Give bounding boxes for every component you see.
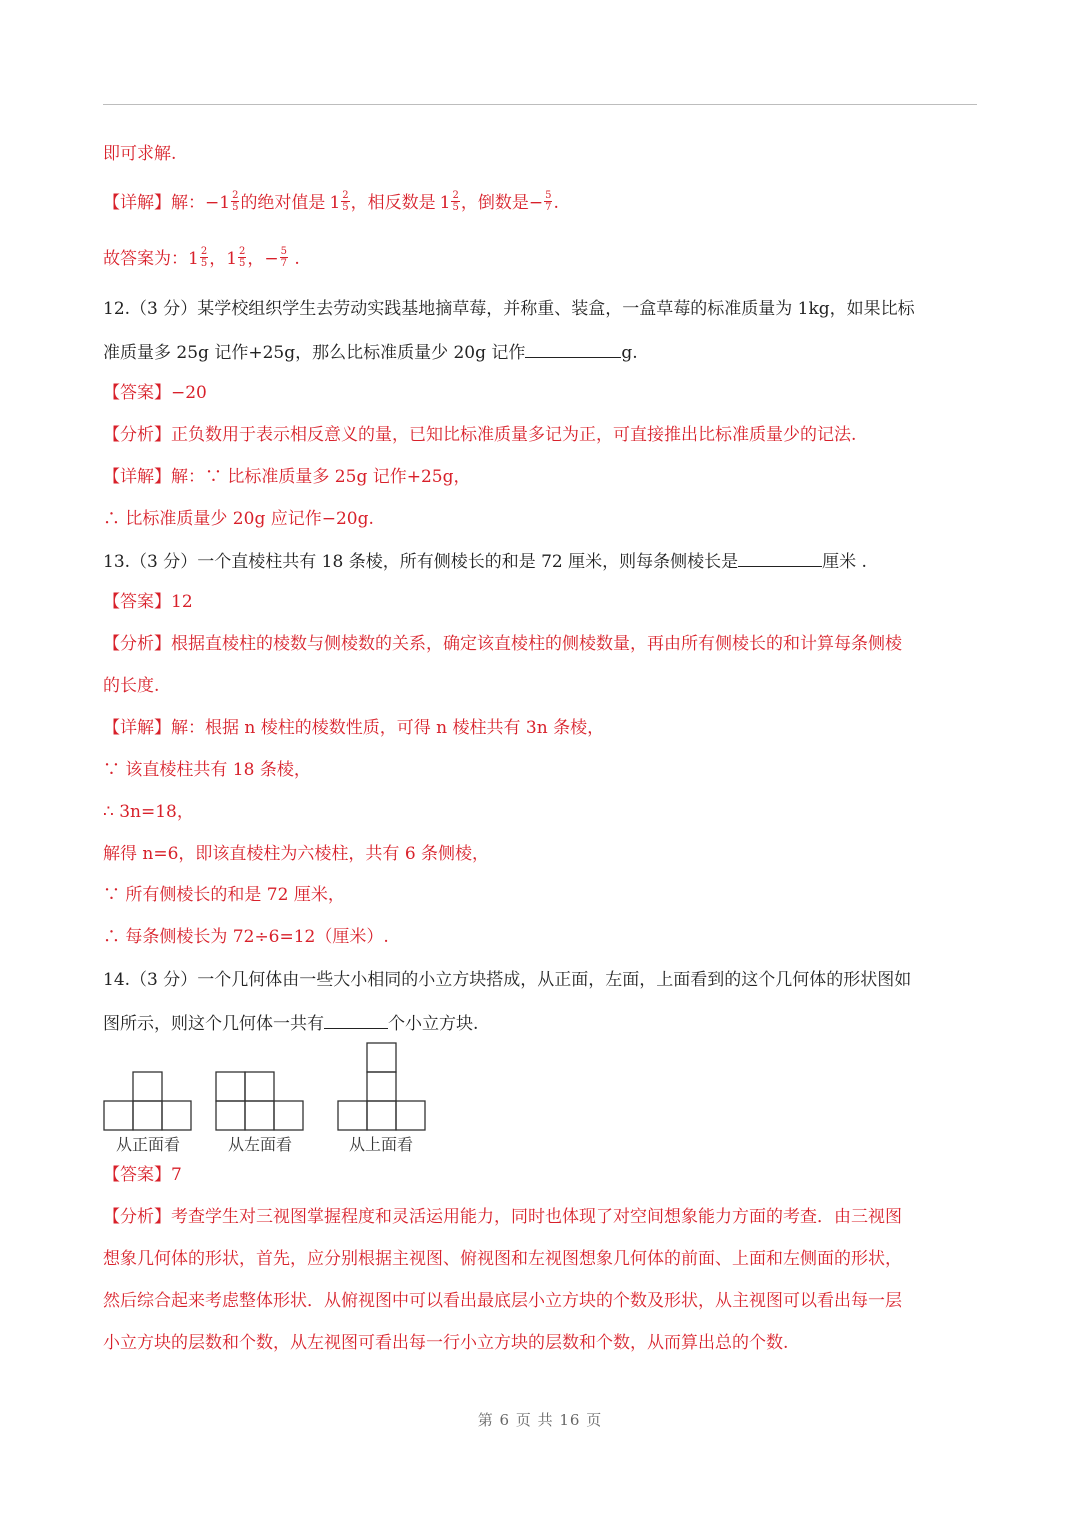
frac-num: 2 xyxy=(239,246,246,257)
q14-analysis-line1: 【分析】考查学生对三视图掌握程度和灵活运用能力，同时也体现了对空间想象能力方面的考查．由三视图 xyxy=(103,1207,902,1227)
frac-num: 2 xyxy=(232,190,239,201)
front-view xyxy=(104,1072,191,1130)
q13-step-4: ∵ 所有侧棱长的和是 72 厘米， xyxy=(103,885,345,905)
q12-text: 准质量多 25g 记作+25g，那么比标准质量少 20g 记作 xyxy=(103,343,526,363)
header-divider xyxy=(103,104,977,105)
left-view xyxy=(216,1072,303,1130)
q12-question-line1: 12.（3 分）某学校组织学生去劳动实践基地摘草莓，并称重、装盒，一盒草莓的标准质量为 1kg，如果比标 xyxy=(103,299,915,319)
q13-text: 13.（3 分）一个直棱柱共有 18 条棱，所有侧棱长的和是 72 厘米，则每条侧棱长是 xyxy=(103,552,739,572)
q13-step-1: ∵ 该直棱柱共有 18 条棱， xyxy=(103,760,311,780)
q13-analysis-line1: 【分析】根据直棱柱的棱数与侧棱数的关系，确定该直棱柱的侧棱数量，再由所有侧棱长的和计算每条侧棱 xyxy=(103,634,902,654)
mixed-int: 1 xyxy=(226,249,238,269)
text-opposite: ，相反数是 xyxy=(350,193,436,213)
frac-den: 5 xyxy=(452,202,459,213)
q12-answer-blank xyxy=(525,339,621,358)
answer-prefix: 故答案为： xyxy=(103,249,188,269)
frac-den: 5 xyxy=(200,258,208,269)
q13-analysis-line2: 的长度. xyxy=(103,676,160,696)
frac-num: 5 xyxy=(280,246,288,257)
fraction-two-fifths xyxy=(231,190,239,213)
q14-answer-blank xyxy=(324,1010,388,1029)
q11-solution-tail: 即可求解. xyxy=(103,144,177,164)
text-abs: 的绝对值是 xyxy=(240,193,326,213)
q12-text-end: g. xyxy=(621,343,638,363)
q14-text-end: 个小立方块. xyxy=(388,1014,479,1034)
detail-label: 【详解】 xyxy=(103,193,171,213)
q14-question-line2 xyxy=(103,1010,478,1036)
q13-question-line1 xyxy=(103,548,867,574)
period: . xyxy=(553,193,559,213)
q13-step-3: 解得 n=6，即该直棱柱为六棱柱，共有 6 条侧棱， xyxy=(103,844,490,864)
top-view-label: 从上面看 xyxy=(348,1135,414,1154)
q12-answer: 【答案】−20 xyxy=(103,383,207,403)
q13-answer: 【答案】12 xyxy=(103,592,193,612)
mixed-int: 1 xyxy=(439,193,451,213)
frac-den: 7 xyxy=(280,258,288,269)
q12-question-line2 xyxy=(103,339,638,365)
q13-step-5: ∴ 每条侧棱长为 72÷6=12（厘米）. xyxy=(103,927,389,947)
q14-analysis-line4: 小立方块的层数和个数，从左视图可看出每一行小立方块的层数和个数，从而算出总的个数. xyxy=(103,1333,789,1353)
left-view-label: 从左面看 xyxy=(227,1135,293,1154)
fraction-two-fifths xyxy=(238,246,246,269)
jie-text: 解： xyxy=(171,193,205,213)
fraction-five-sevenths xyxy=(544,190,552,213)
three-views-figure xyxy=(100,1040,440,1160)
fraction-five-sevenths xyxy=(280,246,288,269)
q14-analysis-line2: 想象几何体的形状，首先，应分别根据主视图、俯视图和左视图想象几何体的前面、上面和左侧面的形状， xyxy=(103,1249,902,1269)
q14-text: 图所示，则这个几何体一共有 xyxy=(103,1014,324,1034)
period: . xyxy=(289,249,300,269)
page-number: 第 6 页 共 16 页 xyxy=(477,1411,603,1429)
q12-analysis: 【分析】正负数用于表示相反意义的量，已知比标准质量多记为正，可直接推出比标准质量少的记法. xyxy=(103,425,857,445)
q14-answer: 【答案】7 xyxy=(103,1165,182,1185)
q13-answer-blank xyxy=(738,548,822,567)
frac-den: 7 xyxy=(545,202,552,213)
q13-step-2: ∴ 3n=18， xyxy=(103,802,194,822)
fraction-two-fifths xyxy=(341,190,349,213)
frac-den: 5 xyxy=(239,258,246,269)
mixed-int: −1 xyxy=(205,193,231,213)
q13-detail: 【详解】解：根据 n 棱柱的棱数性质，可得 n 棱柱共有 3n 条棱， xyxy=(103,718,605,738)
frac-den: 5 xyxy=(232,202,239,213)
minus-sign: − xyxy=(264,249,279,269)
q11-detail xyxy=(103,191,559,215)
q11-answer xyxy=(103,247,300,271)
q12-detail: 【详解】解：∵ 比标准质量多 25g 记作+25g， xyxy=(103,467,471,487)
q14-question-line1: 14.（3 分）一个几何体由一些大小相同的小立方块搭成，从正面，左面，上面看到的这个几何体的形状图如 xyxy=(103,970,912,990)
frac-num: 2 xyxy=(342,190,349,201)
separator: ， xyxy=(209,249,227,269)
frac-num: 2 xyxy=(452,190,459,201)
fraction-two-fifths xyxy=(200,246,208,269)
top-view xyxy=(338,1043,425,1130)
separator: ， xyxy=(247,249,265,269)
q14-analysis-line3: 然后综合起来考虑整体形状．从俯视图中可以看出最底层小立方块的个数及形状，从主视图可以看出每一层 xyxy=(103,1291,902,1311)
q12-step: ∴ 比标准质量少 20g 应记作−20g. xyxy=(103,509,374,529)
mixed-int: 1 xyxy=(188,249,199,269)
frac-den: 5 xyxy=(342,202,349,213)
front-view-label: 从正面看 xyxy=(115,1135,181,1154)
q13-text-end: 厘米 . xyxy=(822,552,867,572)
minus-sign: − xyxy=(528,193,544,213)
mixed-int: 1 xyxy=(329,193,341,213)
fraction-two-fifths xyxy=(451,190,459,213)
frac-num: 5 xyxy=(545,190,552,201)
text-reciprocal: ，倒数是 xyxy=(460,193,529,213)
frac-num: 2 xyxy=(200,246,208,257)
